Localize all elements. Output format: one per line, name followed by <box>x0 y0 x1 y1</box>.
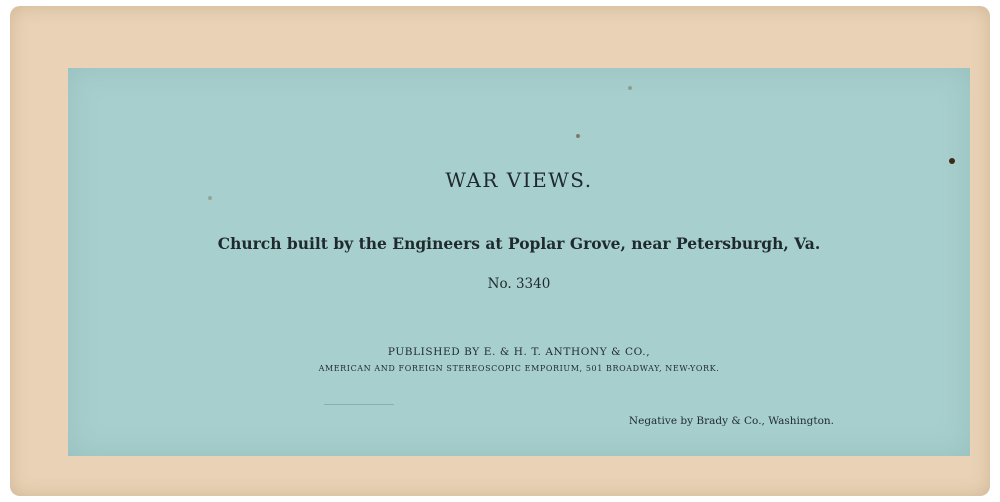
card-caption: Church built by the Engineers at Poplar Grove, near Petersburgh, Va. <box>217 234 821 253</box>
mount-speck <box>949 158 955 164</box>
paper-speck <box>628 86 632 90</box>
stereoview-card-mount <box>10 6 990 496</box>
card-number: No. 3340 <box>487 276 551 292</box>
paper-speck <box>576 134 580 138</box>
publisher-line: PUBLISHED BY E. & H. T. ANTHONY & CO., <box>387 346 651 358</box>
publisher-address: AMERICAN AND FOREIGN STEREOSCOPIC EMPORIUM, 501 BROADWAY, NEW-YORK. <box>318 364 720 373</box>
faint-rule <box>324 404 394 405</box>
card-title: WAR VIEWS. <box>445 168 593 192</box>
negative-credit: Negative by Brady & Co., Washington. <box>628 415 834 427</box>
printed-label <box>68 68 970 456</box>
paper-speck <box>208 196 212 200</box>
